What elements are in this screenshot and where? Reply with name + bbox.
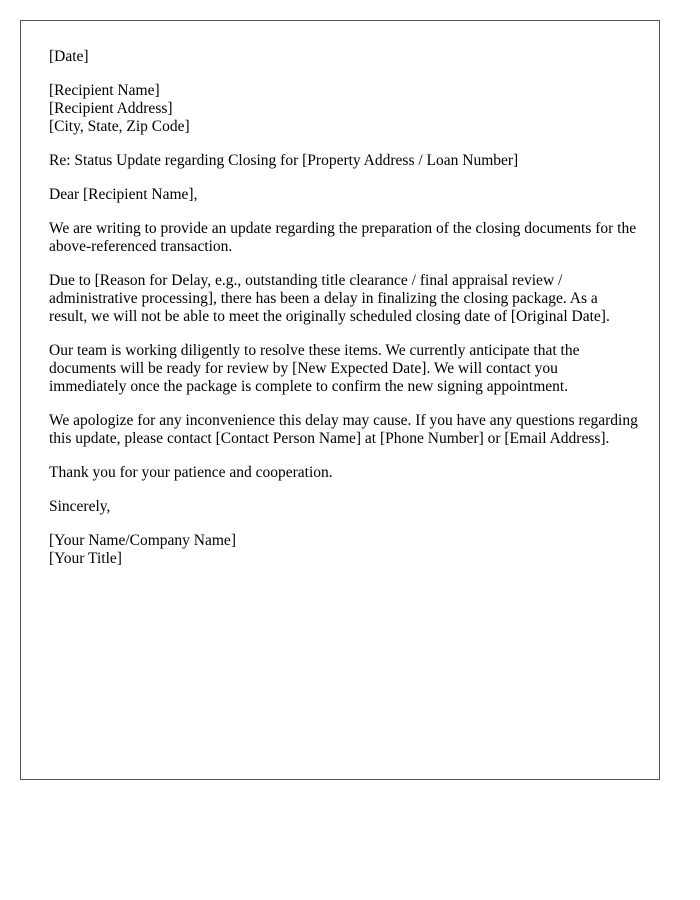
letter-date: [Date] [49,48,89,65]
signature-name: [Your Name/Company Name] [49,532,236,549]
paragraph-apology-contact: We apologize for any inconvenience this delay may cause. If you have any questions regarding this update, please contact [Contact Person Name] at [Phone Number] or [Email Address]. [49,412,638,447]
paragraph-intro: We are writing to provide an update regarding the preparation of the closing documents for the above-referenced transaction. [49,220,637,255]
signature-block [49,532,639,568]
recipient-block [49,82,639,136]
salutation: Dear [Recipient Name], [49,186,198,203]
recipient-address: [Recipient Address] [49,100,173,117]
letter-page [20,20,660,780]
recipient-name: [Recipient Name] [49,82,160,99]
paragraph-thanks: Thank you for your patience and cooperation. [49,464,333,481]
recipient-city-state-zip: [City, State, Zip Code] [49,118,190,135]
paragraph-resolution: Our team is working diligently to resolve these items. We currently anticipate that the documents will be ready for review by [New Expected Date]. We will contact you immediately once the package is complete to confirm the new signing appointment. [49,342,580,395]
paragraph-delay-reason: Due to [Reason for Delay, e.g., outstanding title clearance / final appraisal review / administrative processing], there has been a delay in finalizing the closing package. As a result, we will not be able to meet the originally scheduled closing date of [Original Date]. [49,272,610,325]
subject-line: Re: Status Update regarding Closing for [Property Address / Loan Number] [49,152,519,169]
letter-body [49,48,639,584]
closing: Sincerely, [49,498,111,515]
signature-title: [Your Title] [49,550,122,567]
